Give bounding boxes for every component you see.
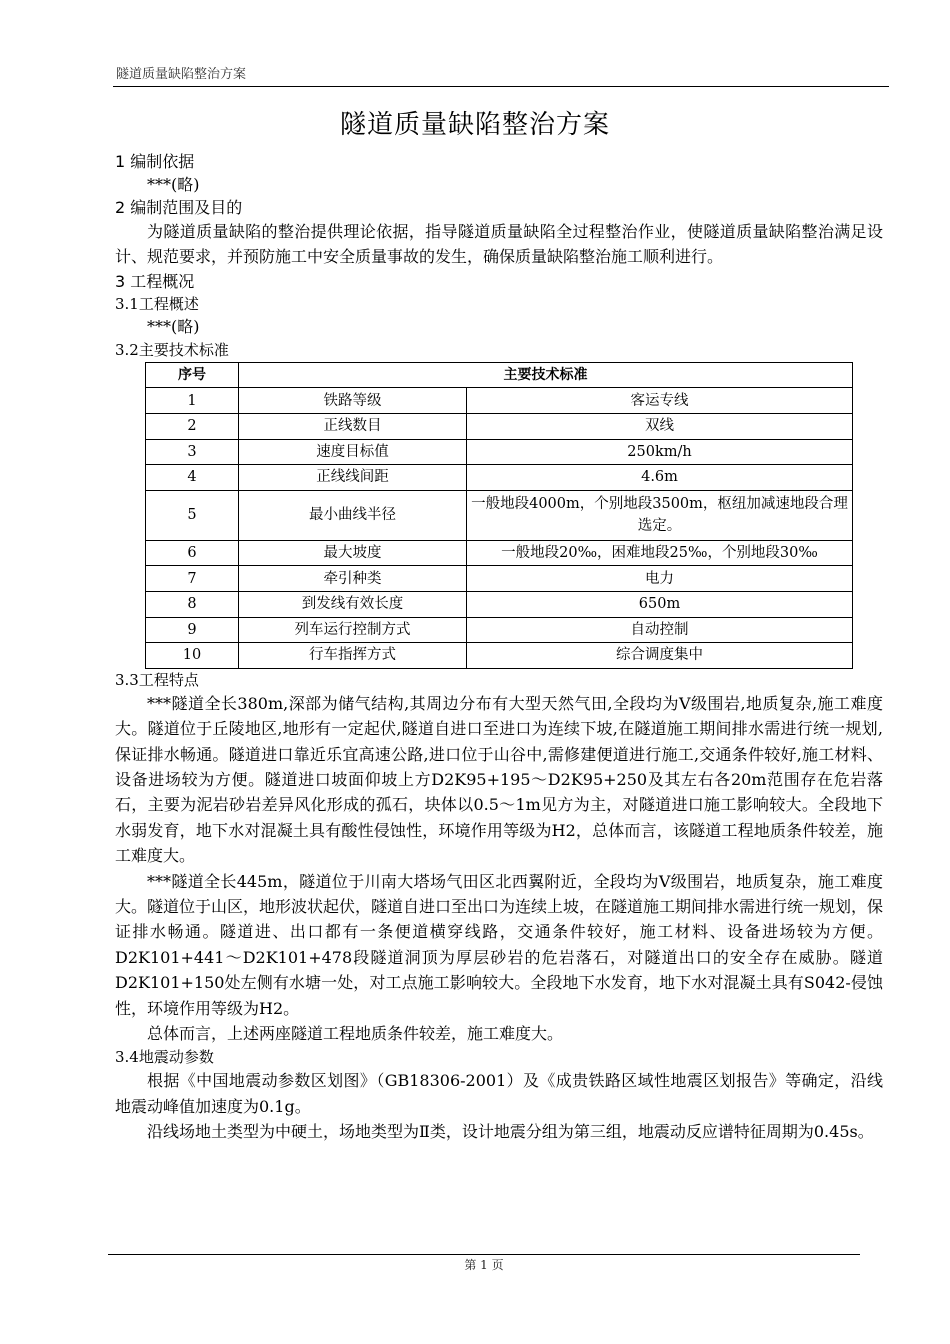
table-cell: 4 xyxy=(146,465,239,491)
page-number: 第 1 页 xyxy=(464,1258,504,1272)
section-3-4-paragraph-2: 沿线场地土类型为中硬土，场地类型为Ⅱ类，设计地震分组为第三组，地震动反应谱特征周期为0.45s。 xyxy=(147,1122,874,1142)
technical-standards-table xyxy=(145,362,853,669)
table-header-cell: 序号 xyxy=(146,362,239,388)
table-cell: 双线 xyxy=(467,414,853,440)
table-cell: 6 xyxy=(146,540,239,566)
table-row xyxy=(146,414,853,440)
table-row xyxy=(146,591,853,617)
section-3-3-paragraph-3: 总体而言，上述两座隧道工程地质条件较差，施工难度大。 xyxy=(147,1024,564,1044)
table-cell: 7 xyxy=(146,566,239,592)
section-3-3-heading: 3.3工程特点 xyxy=(115,670,199,689)
section-3-4-heading: 3.4地震动参数 xyxy=(115,1048,214,1067)
table-cell: 8 xyxy=(146,591,239,617)
table-cell: 铁路等级 xyxy=(239,388,467,414)
table-row xyxy=(146,465,853,491)
table-cell: 正线数目 xyxy=(239,414,467,440)
table-row xyxy=(146,439,853,465)
section-1-heading: 1 编制依据 xyxy=(115,152,195,171)
table-cell: 速度目标值 xyxy=(239,439,467,465)
table-cell: 综合调度集中 xyxy=(467,643,853,669)
section-3-heading: 3 工程概况 xyxy=(115,271,195,291)
running-title: 隧道质量缺陷整治方案 xyxy=(116,67,247,82)
table-cell: 650m xyxy=(467,591,853,617)
page-header xyxy=(113,66,889,87)
table-cell: 2 xyxy=(146,414,239,440)
table-cell: 到发线有效长度 xyxy=(239,591,467,617)
document-body xyxy=(115,150,883,1145)
section-1-text: ***(略) xyxy=(147,175,200,194)
table-cell: 正线线间距 xyxy=(239,465,467,491)
table-row xyxy=(146,643,853,669)
table-cell: 250km/h xyxy=(467,439,853,465)
table-cell: 3 xyxy=(146,439,239,465)
table-cell: 最大坡度 xyxy=(239,540,467,566)
table-row xyxy=(146,388,853,414)
table-cell: 自动控制 xyxy=(467,617,853,643)
section-3-3-paragraph-2: ***隧道全长445m，隧道位于川南大塔场气田区北西翼附近，全段均为Ⅴ级围岩，地质复杂，施工难度大。隧道位于山区，地形波状起伏，隧道自进口至出口为连续上坡，在隧道施工期间排水需进行统一规划，保证排水畅通。隧道进、出口都有一条便道横穿线路，交通条件较好，施工材料、设备进场较为方便。D2K101+441～D2K101+478段隧道洞顶为厚层砂岩的危岩落石，对隧道出口的安全存在威胁。隧道D2K101+150处左侧有水塘一处，对工点施工影响较大。全段地下水发育，地下水对混凝土具有S042-侵蚀性，环境作用等级为H2。 xyxy=(115,871,884,1018)
table-row xyxy=(146,566,853,592)
table-row xyxy=(146,540,853,566)
table-cell: 1 xyxy=(146,388,239,414)
table-cell: 客运专线 xyxy=(467,388,853,414)
table-header-row xyxy=(146,362,853,388)
section-3-1-text: ***(略) xyxy=(147,316,200,336)
section-3-4-paragraph-1: 根据《中国地震动参数区划图》（GB18306-2001）及《成贵铁路区域性地震区划报告》等确定，沿线地震动峰值加速度为0.1g。 xyxy=(115,1071,883,1116)
table-cell: 最小曲线半径 xyxy=(239,490,467,540)
table-cell: 电力 xyxy=(467,566,853,592)
table-cell: 5 xyxy=(146,490,239,540)
table-row xyxy=(146,617,853,643)
table-cell: 9 xyxy=(146,617,239,643)
table-cell: 牵引种类 xyxy=(239,566,467,592)
table-cell: 一般地段20‰，困难地段25‰，个别地段30‰ xyxy=(467,540,853,566)
section-2-heading: 2 编制范围及目的 xyxy=(115,198,243,217)
table-header-cell: 主要技术标准 xyxy=(239,362,853,388)
section-2-text: 为隧道质量缺陷的整治提供理论依据，指导隧道质量缺陷全过程整治作业，使隧道质量缺陷整治满足设计、规范要求，并预防施工中安全质量事故的发生，确保质量缺陷整治施工顺利进行。 xyxy=(115,222,883,267)
table-cell: 10 xyxy=(146,643,239,669)
document-title: 隧道质量缺陷整治方案 xyxy=(339,110,610,140)
section-3-2-heading: 3.2主要技术标准 xyxy=(115,340,229,359)
table-cell: 行车指挥方式 xyxy=(239,643,467,669)
section-3-3-paragraph-1: ***隧道全长380m,深部为储气结构,其周边分布有大型天然气田,全段均为Ⅴ级围岩,地质复杂,施工难度大。隧道位于丘陵地区,地形有一定起伏,隧道自进口至进口为连续下坡,在隧道施工期间排水需进行统一规划,保证排水畅通。隧道进口靠近乐宜高速公路,进口位于山谷中,需修建便道进行施工,交通条件较好,施工材料、设备进场较为方便。隧道进口坡面仰坡上方D2K95+195～D2K95+250及其左右各20m范围存在危岩落石，主要为泥岩砂岩差异风化形成的孤石，块体以0.5～1m见方为主，对隧道进口施工影响较大。全段地下水弱发育，地下水对混凝土具有酸性侵蚀性，环境作用等级为H2，总体而言，该隧道工程地质条件较差，施工难度大。 xyxy=(115,693,883,866)
table-cell: 4.6m xyxy=(467,465,853,491)
page-footer xyxy=(108,1254,860,1272)
table-row xyxy=(146,490,853,540)
section-3-1-heading: 3.1工程概述 xyxy=(115,294,199,313)
table-cell: 一般地段4000m，个别地段3500m，枢纽加减速地段合理选定。 xyxy=(467,490,853,540)
table-cell: 列车运行控制方式 xyxy=(239,617,467,643)
